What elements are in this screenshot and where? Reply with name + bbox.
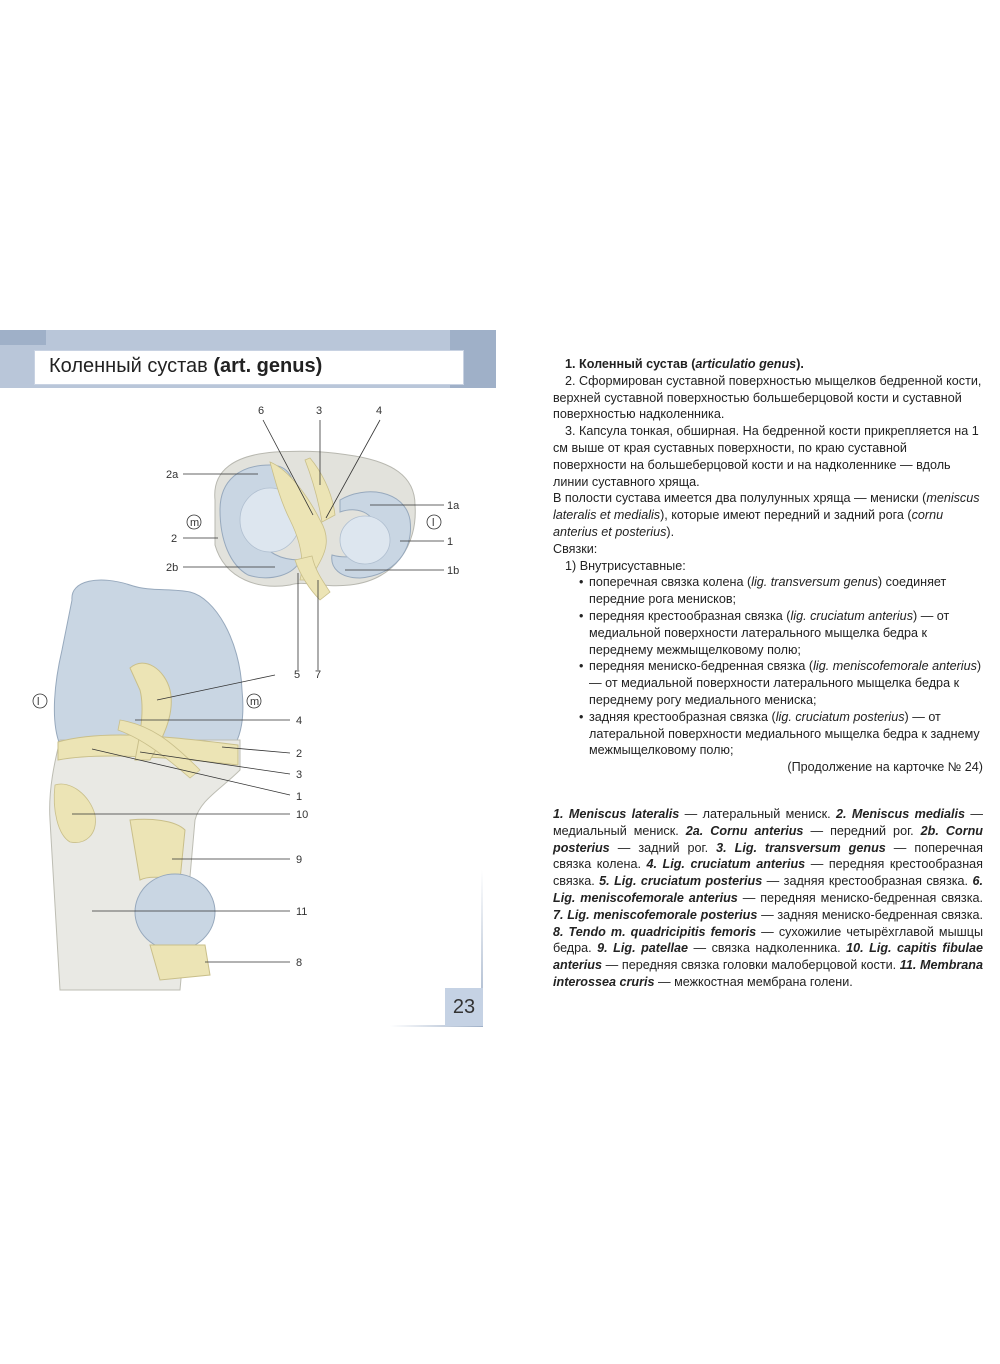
label-1a: 1a <box>447 500 460 512</box>
page-number: 23 <box>445 988 483 1026</box>
label-2: 2 <box>171 533 178 545</box>
legend-item: 1. Meniscus lateralis — латеральный мениск. <box>553 807 836 821</box>
para-3: 3. Капсула тонкая, обширная. На бедренной кости прикрепляется на 1 см выше от края суставных поверхности, по краю суставной поверхности на большеберцовой кости и на надколеннике — вдоль линии суставного хряща. <box>553 424 979 489</box>
legend-item: 2. Meniscus medialis — медиальный мениск. <box>553 807 983 838</box>
label-m-top: m <box>190 517 200 529</box>
legend-item: 3. Lig. transversum genus — поперечная связка колена. <box>553 840 983 872</box>
legend-item: 2b. Cornu posterius — задний рог. <box>553 823 983 855</box>
label-l-front: l <box>37 696 40 708</box>
para-1: 1. Коленный сустав (articulatio genus). <box>565 357 804 371</box>
legend-item: 9. Lig. patellae — связка надколенника. <box>597 941 847 956</box>
bullet-1: • поперечная связка колена (lig. transversum genus) соединяет передние рога менисков; <box>579 575 947 607</box>
label-9: 9 <box>296 854 303 866</box>
continuation-note: (Продолжение на карточке № 24) <box>787 760 983 775</box>
label-7: 7 <box>315 669 322 681</box>
label-3-top: 3 <box>316 405 323 417</box>
label-8: 8 <box>296 957 303 969</box>
title-bold: (art. genus) <box>213 355 323 377</box>
label-4-top: 4 <box>376 405 383 417</box>
knee-anatomy-figure <box>0 0 500 1030</box>
figure-legend <box>553 806 983 991</box>
tibial-plateau-illustration <box>215 451 416 600</box>
description-text <box>553 356 983 776</box>
legend-item: 8. Tendo m. quadricipitis femoris — сухожилие четырёхглавой мышцы бедра. <box>553 924 983 956</box>
title-plain: Коленный сустав <box>49 355 214 377</box>
bullet-4: • задняя крестообразная связка (lig. cruciatum posterius) — от латеральной поверхности медиального мыщелка бедра к заднему межмыщелковому полю; <box>579 709 980 758</box>
label-5: 5 <box>294 669 301 681</box>
label-3: 3 <box>296 769 303 781</box>
para-ligaments: Связки: <box>553 541 598 556</box>
label-11: 11 <box>296 906 308 918</box>
legend-item: 11. Membrana interossea cruris — межкостная мембрана голени. <box>553 958 983 989</box>
legend-item: 7. Lig. meniscofemorale posterius — задняя мениско-бедренная связка. <box>553 907 983 922</box>
label-2a: 2a <box>166 469 179 481</box>
legend-item: 6. Lig. meniscofemorale anterius — передняя мениско-бедренная связка. <box>553 874 983 905</box>
legend-item: 10. Lig. capitis fibulae anterius — передняя связка головки малоберцовой кости. <box>553 941 984 973</box>
bullet-3: • передняя мениско-бедренная связка (lig. meniscofemorale anterius) — от медиальной поверхности латерального мыщелка бедра к переднему рогу медиального мениска; <box>579 659 982 707</box>
label-2b: 2b <box>166 562 179 574</box>
legend-item: 4. Lig. cruciatum anterius — передняя крестообразная связка. <box>553 857 983 889</box>
label-10: 10 <box>296 809 309 821</box>
label-m-front: m <box>250 696 260 708</box>
legend-item: 2a. Cornu anterius — передний рог. <box>685 823 921 838</box>
para-4: В полости сустава имеется два полулунных хряща — мениски (meniscus lateralis et medialis), которые имеют передний и задний рога (cornu anterius et posterius). <box>553 491 980 539</box>
label-1-front: 1 <box>296 791 303 803</box>
label-2-front: 2 <box>296 748 303 760</box>
knee-front-illustration <box>50 580 243 990</box>
para-2: 2. Сформирован суставной поверхностью мыщелков бедренной кости, верхней суставной поверхностью большеберцовой кости и суставной поверхностью надколенника. <box>553 373 982 422</box>
label-6: 6 <box>258 405 265 417</box>
label-l-top: l <box>432 517 435 529</box>
bullet-2: • передняя крестообразная связка (lig. cruciatum anterius) — от медиальной поверхности латерального мыщелка бедра к переднему межмыщелковому полю; <box>579 608 950 657</box>
label-1: 1 <box>447 536 454 548</box>
label-4: 4 <box>296 715 303 727</box>
legend-item: 5. Lig. cruciatum posterius — задняя крестообразная связка. <box>599 874 973 889</box>
label-1b: 1b <box>447 565 460 577</box>
para-intraarticular: 1) Внутрисуставные: <box>565 558 686 573</box>
